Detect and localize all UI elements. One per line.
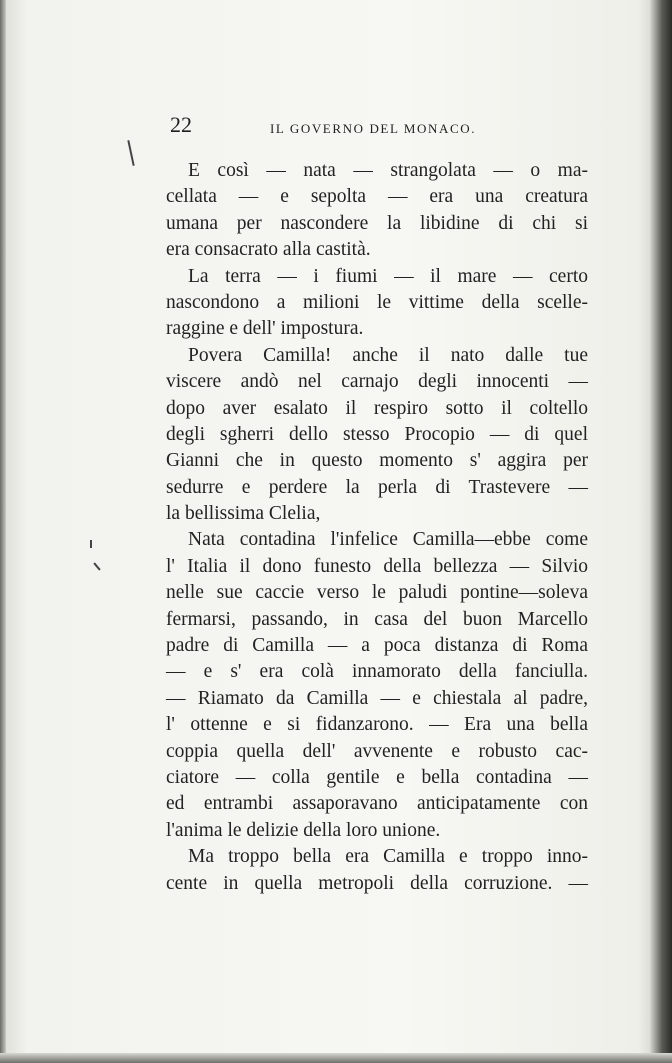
text-line: sedurre e perdere la perla di Trastevere — [166, 476, 588, 498]
text-line: raggine e dell' impostura. [166, 318, 364, 340]
margin-mark [90, 540, 92, 548]
text-line: la bellissima Clelia, [166, 503, 321, 525]
text-line: ciatore — colla gentile e bella contadina — [166, 766, 588, 788]
running-title: IL GOVERNO DEL MONACO. [270, 121, 477, 136]
text-line: degli sgherri dello stesso Procopio — di quel [166, 423, 588, 445]
text-line: era consacrato alla castità. [166, 239, 371, 261]
text-line: — Riamato da Camilla — e chiestala al padre, [166, 687, 588, 709]
text-line: l'anima le delizie della loro unione. [166, 819, 441, 841]
text-line: Gianni che in questo momento s' aggira per [166, 450, 588, 472]
text-line: fermarsi, passando, in casa del buon Marcello [166, 608, 588, 630]
text-line: nascondono a milioni le vittime della scelle- [166, 291, 588, 313]
body-text [166, 158, 588, 897]
text-line: Nata contadina l'infelice Camilla—ebbe come [188, 529, 588, 551]
page-bottom-edge [0, 1053, 672, 1063]
page-number: 22 [170, 112, 192, 137]
text-line: padre di Camilla — a poca distanza di Roma [166, 635, 588, 657]
text-line: Ma troppo bella era Camilla e troppo inno- [188, 846, 588, 868]
page-gutter-shadow [650, 0, 672, 1063]
text-line: cellata — e sepolta — era una creatura [166, 186, 588, 208]
text-line: l' Italia il dono funesto della bellezza — Silvio [166, 555, 588, 577]
page-header [170, 112, 590, 142]
text-line: — e s' era colà innamorato della fanciulla. [166, 661, 588, 683]
text-line: umana per nascondere la libidine di chi si [166, 212, 588, 234]
text-line: dopo aver esalato il respiro sotto il coltello [166, 397, 588, 419]
text-line: La terra — i fiumi — il mare — certo [188, 265, 588, 287]
text-line: coppia quella dell' avvenente e robusto cac- [166, 740, 588, 762]
margin-mark [127, 140, 134, 166]
page-left-edge [0, 0, 6, 1063]
text-line: E così — nata — strangolata — o ma- [188, 160, 588, 181]
text-line: cente in quella metropoli della corruzione. — [166, 872, 588, 894]
text-line: l' ottenne e si fidanzarono. — Era una bella [166, 714, 588, 736]
margin-mark [93, 562, 100, 570]
text-line: Povera Camilla! anche il nato dalle tue [188, 344, 588, 366]
text-line: viscere andò nel carnajo degli innocenti — [166, 371, 588, 393]
text-line: ed entrambi assaporavano anticipatamente con [166, 793, 588, 815]
text-line: nelle sue caccie verso le paludi pontine—soleva [166, 582, 588, 604]
